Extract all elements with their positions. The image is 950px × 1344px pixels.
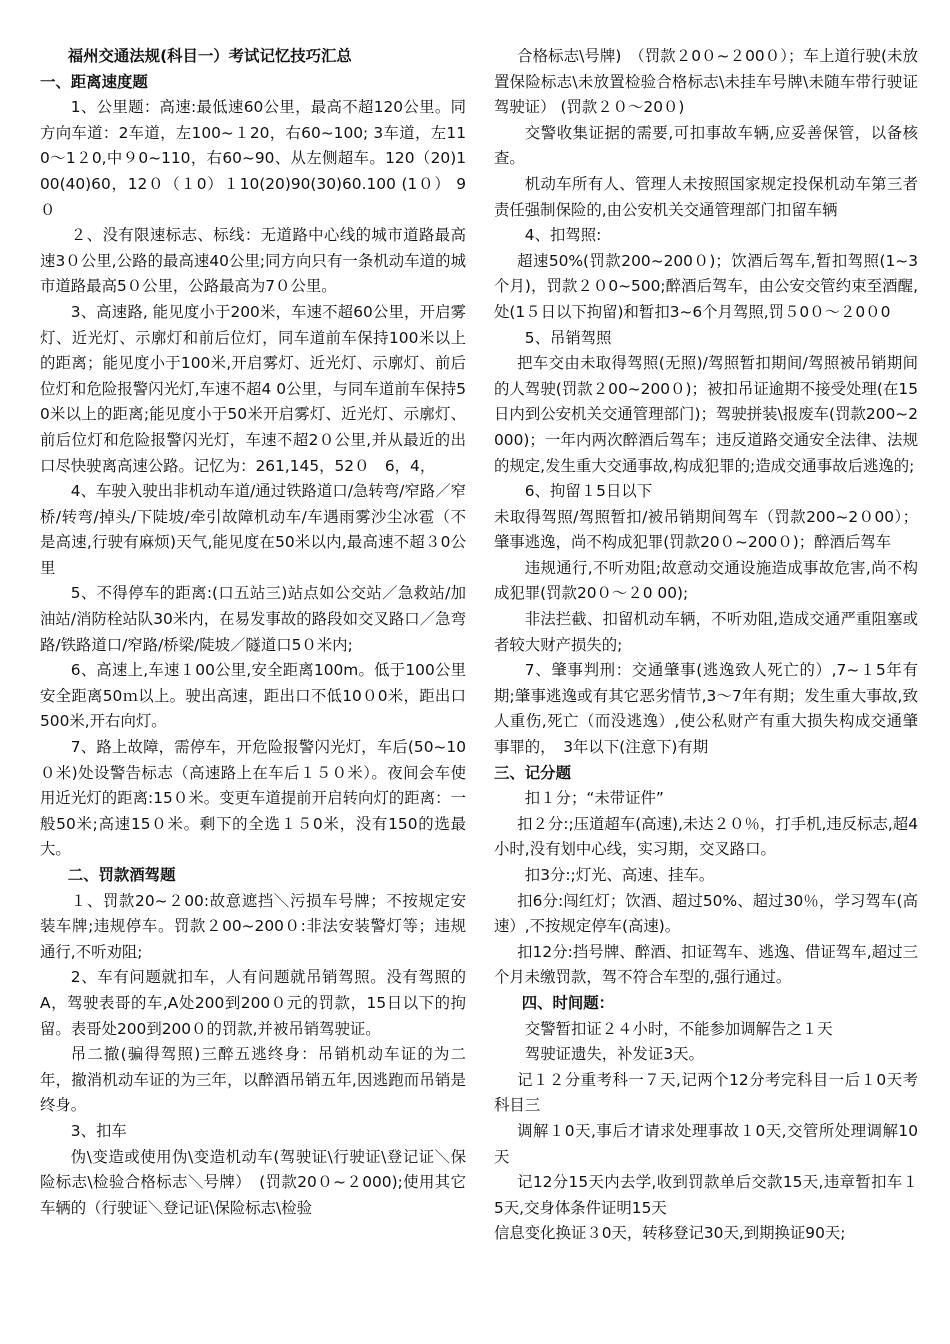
section-title: 四、时间题： xyxy=(521,993,615,1012)
paragraph: 7、路上故障，需停车，开危险报警闪光灯，车后(50~10０米)处设警告标志（高速路上在车后１５０米）。夜间会车使用近光灯的距离:15０米。变更车道提前开启转向灯的距离：一般50米;高速15０米。剩下的全选１５0米，没有150的选最大。 xyxy=(40,738,466,859)
paragraph: 5、吊销驾照 xyxy=(524,328,612,347)
paragraph: 交警收集证据的需要,可扣事故车辆,应妥善保管，以备核查。 xyxy=(494,123,918,168)
paragraph: 1、公里题：高速:最低速60公里，最高不超120公里。同方向车道：2车道，左100~１20，右60~100; 3车道，左110～1２0,中９0~110，右60~90、从左侧超车。120（20)100(40)60，12０（１0）１10(20)90(30)60.100 (1０） 9０ xyxy=(40,98,466,219)
paragraph: １、罚款20~２00:故意遮挡＼污损车号牌；不按规定安装车牌;违规停车。罚款２00~200０:非法安装警灯等；违规通行,不听劝阻; xyxy=(40,891,466,961)
left-column xyxy=(40,44,466,1221)
paragraph: 超速50%(罚款200~200０)；饮酒后驾车,暂扣驾照(1~3个月)，罚款２０0~500;醉酒后驾车，由公安交管约束至酒醒,处(1５日以下拘留)和暂扣3~6个月驾照,罚５0０～２0０0 xyxy=(494,251,918,321)
section-heading: 三、记分题 xyxy=(494,763,571,782)
paragraph: 非法拦截、扣留机动车辆，不听劝阻,造成交通严重阻塞或者较大财产损失的; xyxy=(494,610,918,654)
paragraph: 交警暂扣证２４小时，不能参加调解告之１天 xyxy=(524,1019,833,1038)
paragraph: 驾驶证遗失，补发证3天。 xyxy=(524,1045,704,1064)
document-title: 福州交通法规(科目一）考试记忆技巧汇总 xyxy=(67,47,352,65)
paragraph: 3、高速路, 能见度小于200米，车速不超60公里，开启雾灯、近光灯、示廓灯和前后位灯，同车道前车保持100米以上的距离；能见度小于100米,开启雾灯、近光灯、示廓灯、前后位灯和危险报警闪光灯,车速不超4 0公里，与同车道前车保持50米以上的距离;能见度小于50米开启雾灯、近光灯、示廓灯、前后位灯和危险报警闪光灯，车速不超2０公里,并从最近的出口尽快驶离高速公路。记忆为：261,145，52０ 6，4， xyxy=(40,302,466,475)
paragraph: 7、肇事判刑：交通肇事(逃逸致人死亡的）,7~１5年有期;肇事逃逸或有其它恶劣情节,3～7年有期；发生重大事故,致人重伤,死亡（而没逃逸）,使公私财产有重大损失构成交通肇事罪的， 3年以下(注意下)有期 xyxy=(494,661,918,757)
paragraph: 伪\变造或使用伪\变造机动车(驾驶证\行驶证\登记证＼保险标志\检验合格标志＼号牌） (罚款20０~２000);使用其它车辆的（行驶证＼登记证\保险标志\检验 xyxy=(40,1147,466,1217)
paragraph: 扣6分:闯红灯；饮酒、超过50%、超过30％，学习驾车(高速）,不按规定停车(高速)。 xyxy=(494,891,918,936)
section-title: 二、罚款酒驾题 xyxy=(67,866,176,884)
paragraph: 6、高速上,车速１00公里,安全距离100m。低于100公里安全距离50ｍ以上。驶出高速，距出口不低10０0米，距出口500米,开右向灯。 xyxy=(40,661,466,731)
paragraph: 合格标志\号牌) （罚款２0０~２00０）；车上道行驶(未放置保险标志\未放置检验合格标志\未挂车号牌\未随车带行驶证驾驶证） (罚款２０～20０) xyxy=(494,47,918,117)
paragraph: 把车交由未取得驾照(无照)/驾照暂扣期间/驾照被吊销期间的人驾驶(罚款２00~200０)；被扣吊证逾期不接受处理(在15日内到公安机关交通管理部门)；驾驶拼装\报废车(罚款200~2000)；一年内两次醉酒后驾车；违反道路交通安全法律、法规的规定,发生重大交通事故,构成犯罪的;造成交通事故后逃逸的; xyxy=(494,354,918,475)
paragraph: 机动车所有人、管理人未按照国家规定投保机动车第三者责任强制保险的,由公安机关交通管理部门扣留车辆 xyxy=(494,174,918,219)
paragraph: 5、不得停车的距离:(口五站三)站点如公交站／急救站/加油站/消防栓站队30米内，在易发事故的路段如交叉路口／急弯路/铁路道口/窄路/桥梁/陡坡／隧道口5０米内; xyxy=(40,584,467,654)
paragraph: 扣3分:;灯光、高速、挂车。 xyxy=(524,866,715,884)
paragraph: 调解１0天,事后才请求处理事故１0天,交管所处理调解10天 xyxy=(494,1121,918,1166)
paragraph: 扣２分:;压道超车(高速),未达２０％，打手机,违反标志,超4小时,没有划中心线，实习期，交叉路口。 xyxy=(494,814,918,859)
paragraph: 3、扣车 xyxy=(70,1121,127,1140)
paragraph: 4、车驶入驶出非机动车道/通过铁路道口/急转弯/窄路／窄桥/转弯/掉头/下陡坡/牵引故障机动车/车遇雨雾沙尘冰雹（不是高速,行驶有麻烦)天气,能见度在50米以内,最高速不超３0公里 xyxy=(40,482,466,577)
paragraph: 扣１分；“未带证件” xyxy=(524,789,664,808)
paragraph: 6、拘留１5日以下 xyxy=(524,482,653,501)
paragraph: 吊二撤(骗得驾照)三醉五逃终身：吊销机动车证的为二年，撤消机动车证的为三年，以醉酒吊销五年,因逃跑而吊销是终身。 xyxy=(40,1045,466,1115)
section-heading: 一、距离速度题 xyxy=(40,72,148,91)
paragraph: 信息变化换证３0天，转移登记30天,到期换证90天; xyxy=(494,1224,846,1243)
paragraph: 未取得驾照/驾照暂扣/被吊销期间驾车（罚款200~2０00）；肇事逃逸，尚不构成犯罪(罚款20０~200０)；醉酒后驾车 xyxy=(494,507,918,552)
paragraph: 扣12分:挡号牌、醉酒、扣证驾车、逃逸、借证驾车,超过三个月未缴罚款，驾不符合车型的,强行通过。 xyxy=(494,942,918,987)
paragraph: 4、扣驾照: xyxy=(524,226,602,245)
paragraph: ２、没有限速标志、标线：无道路中心线的城市道路最高速3０公里,公路的最高速40公里;同方向只有一条机动车道的城市道路最高5０公里，公路最高为7０公里。 xyxy=(40,226,466,296)
paragraph: 2、车有问题就扣车，人有问题就吊销驾照。没有驾照的A，驾驶表哥的车,A处200到200０元的罚款，15日以下的拘留。表哥处200到200０的罚款,并被吊销驾驶证。 xyxy=(40,968,466,1038)
right-column xyxy=(494,44,918,1247)
paragraph: 违规通行,不听劝阻;故意动交通设施造成事故危害,尚不构成犯罪(罚款20０～２0 00); xyxy=(494,558,918,603)
paragraph: 记１２分重考科一７天,记两个12分考完科目一后１0天考科目三 xyxy=(494,1070,918,1115)
paragraph: 记12分15天内去学,收到罚款单后交款15天,违章暂扣车１5天,交身体条件证明15天 xyxy=(494,1173,918,1217)
